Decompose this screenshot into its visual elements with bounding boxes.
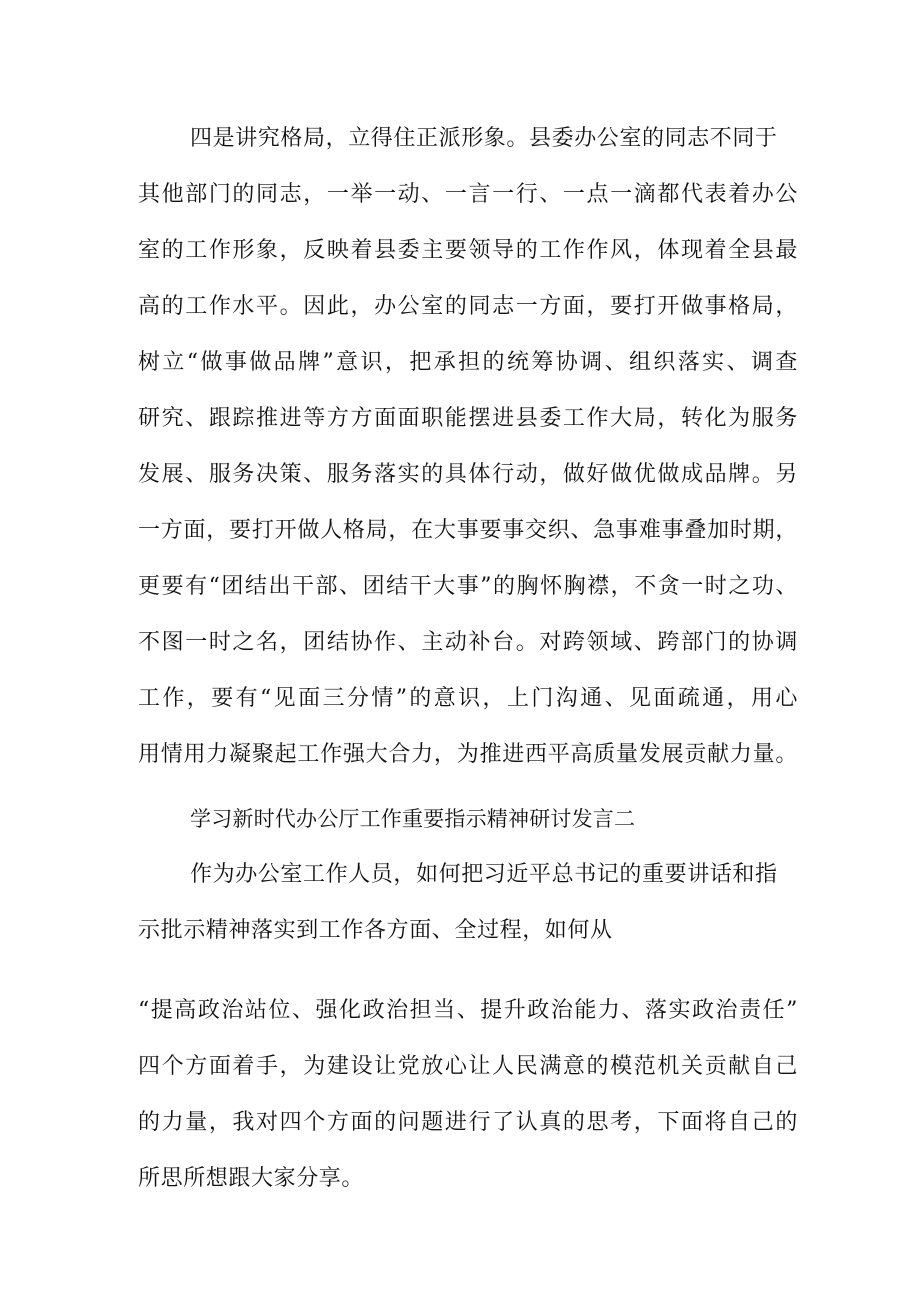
paragraph-1-line-7: 发展、服务决策、服务落实的具体行动，做好做优做成品牌。另 [138, 462, 798, 487]
paragraph-3-line-3: 的力量，我对四个方面的问题进行了认真的思考，下面将自己的 [138, 1110, 798, 1135]
paragraph-3-line-1: “提高政治站位、强化政治担当、提升政治能力、落实政治责任” [138, 998, 798, 1023]
paragraph-1-line-8: 一方面，要打开做人格局，在大事要事交织、急事难事叠加时期， [138, 518, 798, 543]
section-title: 学习新时代办公厅工作重要指示精神研讨发言二 [190, 807, 636, 831]
paragraph-1-line-6: 研究、跟踪推进等方方面面职能摆进县委工作大局，转化为服务 [138, 406, 798, 431]
paragraph-3-line-4: 所思所想跟大家分享。 [138, 1166, 365, 1191]
paragraph-1-line-11: 工作，要有“见面三分情”的意识，上门沟通、见面疏通，用心 [138, 686, 798, 711]
paragraph-3-line-2: 四个方面着手，为建设让党放心让人民满意的模范机关贡献自己 [138, 1054, 798, 1079]
paragraph-1-line-4: 高的工作水平。因此，办公室的同志一方面，要打开做事格局， [138, 294, 798, 319]
paragraph-2-line-1: 作为办公室工作人员，如何把习近平总书记的重要讲话和指 [190, 862, 778, 887]
paragraph-1-line-5: 树立“做事做品牌”意识，把承担的统筹协调、组织落实、调查 [138, 350, 798, 375]
paragraph-1-line-3: 室的工作形象，反映着县委主要领导的工作作风，体现着全县最 [138, 238, 798, 263]
paragraph-1-line-12: 用情用力凝聚起工作强大合力，为推进西平高质量发展贡献力量。 [138, 742, 798, 767]
paragraph-2-line-2: 示批示精神落实到工作各方面、全过程，如何从 [138, 918, 613, 943]
paragraph-1-line-10: 不图一时之名，团结协作、主动补台。对跨领域、跨部门的协调 [138, 630, 798, 655]
paragraph-1-line-1: 四是讲究格局，立得住正派形象。县委办公室的同志不同于 [190, 126, 778, 151]
paragraph-1-line-2: 其他部门的同志，一举一动、一言一行、一点一滴都代表着办公 [138, 182, 798, 207]
paragraph-1-line-9: 更要有“团结出干部、团结干大事”的胸怀胸襟，不贪一时之功、 [138, 574, 798, 599]
